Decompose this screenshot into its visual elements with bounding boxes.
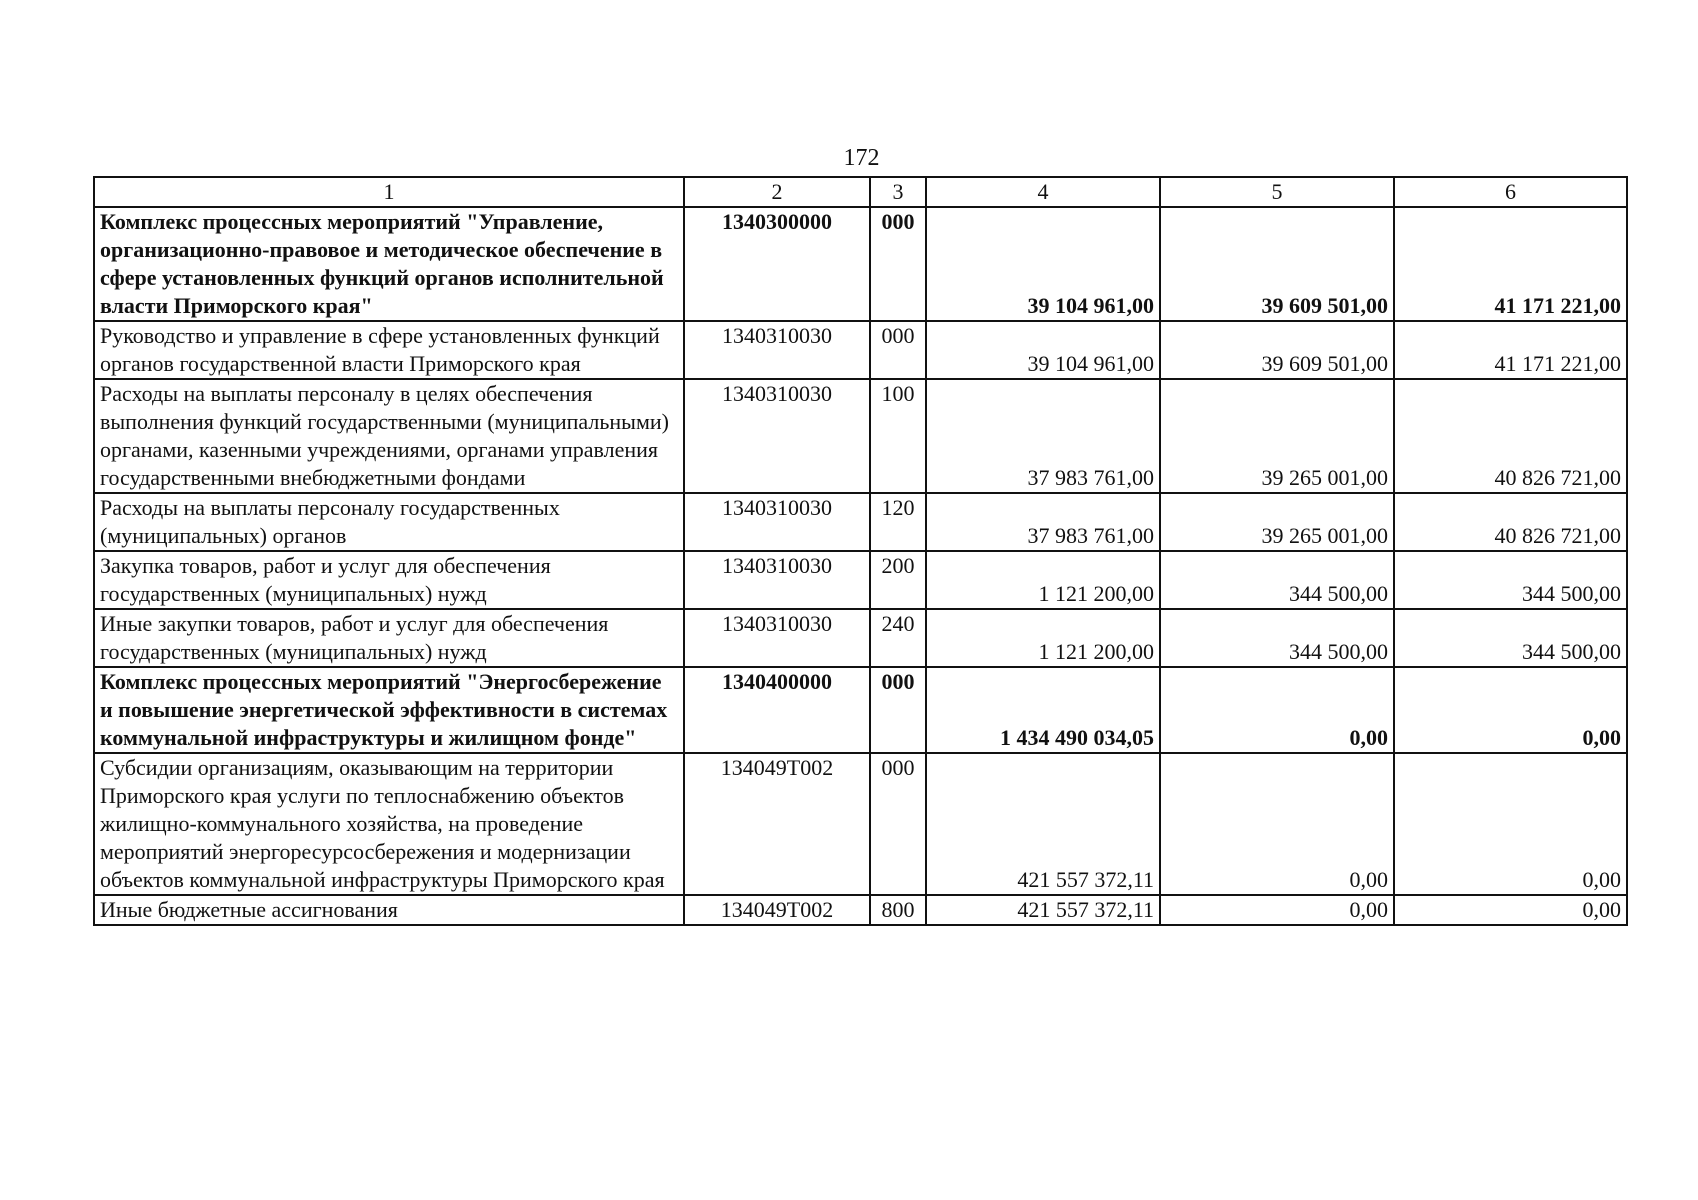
- row-code: 1340400000: [684, 667, 870, 753]
- row-value-4: 39 104 961,00: [926, 321, 1160, 379]
- row-value-6: 40 826 721,00: [1394, 493, 1627, 551]
- budget-table: [93, 176, 1628, 926]
- row-value-5: 39 609 501,00: [1160, 321, 1394, 379]
- row-value-4: 421 557 372,11: [926, 753, 1160, 895]
- table-header-row: [94, 177, 1627, 207]
- row-value-5: 344 500,00: [1160, 609, 1394, 667]
- row-type: 240: [870, 609, 926, 667]
- row-type: 000: [870, 753, 926, 895]
- table-row: [94, 753, 1627, 895]
- row-value-6: 0,00: [1394, 895, 1627, 925]
- row-value-6: 41 171 221,00: [1394, 207, 1627, 321]
- column-header: 2: [684, 177, 870, 207]
- row-code: 1340310030: [684, 379, 870, 493]
- row-name: Иные бюджетные ассигнования: [94, 895, 684, 925]
- row-name: Комплекс процессных мероприятий "Энергосбережение и повышение энергетической эффективности в системах коммунальной инфраструктуры и жилищном фонде": [94, 667, 684, 753]
- row-value-6: 0,00: [1394, 667, 1627, 753]
- row-name: Расходы на выплаты персоналу в целях обеспечения выполнения функций государственными (муниципальными) органами, казенными учреждениями, органами управления государственными внебюджетными фондами: [94, 379, 684, 493]
- table-row: [94, 609, 1627, 667]
- row-code: 1340310030: [684, 551, 870, 609]
- column-header: 1: [94, 177, 684, 207]
- row-value-5: 0,00: [1160, 753, 1394, 895]
- table-row: [94, 667, 1627, 753]
- table-row: [94, 321, 1627, 379]
- table-row: [94, 551, 1627, 609]
- row-name: Расходы на выплаты персоналу государственных (муниципальных) органов: [94, 493, 684, 551]
- column-header: 4: [926, 177, 1160, 207]
- row-value-5: 344 500,00: [1160, 551, 1394, 609]
- row-type: 100: [870, 379, 926, 493]
- row-code: 134049Т002: [684, 753, 870, 895]
- row-code: 134049Т002: [684, 895, 870, 925]
- row-value-5: 0,00: [1160, 667, 1394, 753]
- row-value-6: 0,00: [1394, 753, 1627, 895]
- table-row: [94, 207, 1627, 321]
- row-value-4: 39 104 961,00: [926, 207, 1160, 321]
- row-name: Субсидии организациям, оказывающим на территории Приморского края услуги по теплоснабжению объектов жилищно-коммунального хозяйства, на проведение мероприятий энергоресурсосбережения и модернизации объектов коммунальной инфраструктуры Приморского края: [94, 753, 684, 895]
- column-header: 3: [870, 177, 926, 207]
- row-name: Закупка товаров, работ и услуг для обеспечения государственных (муниципальных) нужд: [94, 551, 684, 609]
- row-value-4: 37 983 761,00: [926, 379, 1160, 493]
- row-value-4: 1 434 490 034,05: [926, 667, 1160, 753]
- row-name: Руководство и управление в сфере установленных функций органов государственной власти Приморского края: [94, 321, 684, 379]
- row-value-6: 40 826 721,00: [1394, 379, 1627, 493]
- column-header: 5: [1160, 177, 1394, 207]
- table-row: [94, 493, 1627, 551]
- row-type: 000: [870, 321, 926, 379]
- row-code: 1340310030: [684, 609, 870, 667]
- row-value-5: 39 265 001,00: [1160, 493, 1394, 551]
- row-name: Иные закупки товаров, работ и услуг для обеспечения государственных (муниципальных) нужд: [94, 609, 684, 667]
- row-value-4: 37 983 761,00: [926, 493, 1160, 551]
- row-value-5: 39 265 001,00: [1160, 379, 1394, 493]
- row-value-5: 39 609 501,00: [1160, 207, 1394, 321]
- row-type: 000: [870, 667, 926, 753]
- row-code: 1340300000: [684, 207, 870, 321]
- row-type: 800: [870, 895, 926, 925]
- row-type: 120: [870, 493, 926, 551]
- row-code: 1340310030: [684, 321, 870, 379]
- row-type: 000: [870, 207, 926, 321]
- row-name: Комплекс процессных мероприятий "Управление, организационно-правовое и методическое обеспечение в сфере установленных функций органов исполнительной власти Приморского края": [94, 207, 684, 321]
- table-row: [94, 379, 1627, 493]
- row-value-4: 1 121 200,00: [926, 551, 1160, 609]
- column-header: 6: [1394, 177, 1627, 207]
- row-value-4: 421 557 372,11: [926, 895, 1160, 925]
- row-value-6: 344 500,00: [1394, 609, 1627, 667]
- row-value-4: 1 121 200,00: [926, 609, 1160, 667]
- row-value-6: 41 171 221,00: [1394, 321, 1627, 379]
- table-row: [94, 895, 1627, 925]
- page-number: 172: [843, 145, 880, 171]
- row-type: 200: [870, 551, 926, 609]
- row-code: 1340310030: [684, 493, 870, 551]
- row-value-6: 344 500,00: [1394, 551, 1627, 609]
- row-value-5: 0,00: [1160, 895, 1394, 925]
